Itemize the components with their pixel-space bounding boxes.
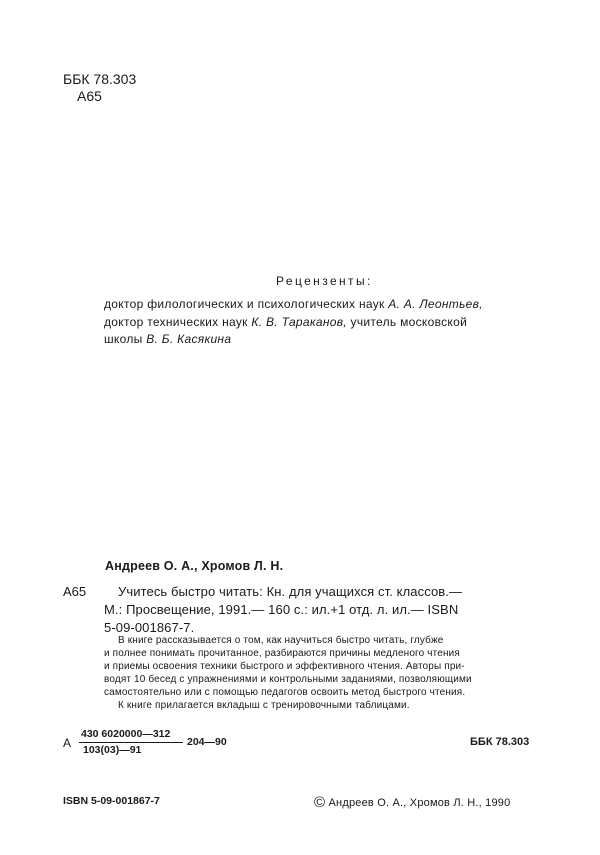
reviewer-line-1: доктор филологических и психологических наук А. А. Леонтьев, (104, 297, 483, 311)
annotation-line-4: водят 10 бесед с упражнениями и контрольными заданиями, позволяющими (104, 674, 472, 685)
annotation-line-6: К книге прилагается вкладыш с тренировочными таблицами. (118, 700, 410, 711)
copyright-text: Андреев О. А., Хромов Л. Н., 1990 (325, 797, 511, 809)
annotation-line-2: и полнее понимать прочитанное, разбираются причины медленого чтения (104, 648, 460, 659)
index-letter: А (63, 736, 72, 750)
bbk-classification-top (63, 71, 136, 105)
bibliographic-line-2: М.: Просвещение, 1991.— 160 с.: ил.+1 отд. л. ил.— ISBN (104, 602, 459, 617)
copyright-line (314, 794, 510, 811)
fraction-line (79, 742, 183, 743)
bbk-code: ББК 78.303 (63, 71, 137, 87)
bbk-classification-bottom: ББК 78.303 (470, 736, 530, 748)
annotation-line-5: самостоятельно или с помощью педагогов освоить метод быстрого чтения. (104, 687, 466, 698)
author-mark: А65 (77, 88, 102, 104)
bibliographic-line-3: 5-09-001867-7. (104, 620, 195, 635)
annotation-line-3: и приемы освоения техники быстрого и эффективного чтения. Авторы при- (104, 661, 465, 672)
index-numerator: 430 6020000—312 (81, 728, 171, 740)
catalog-code: А65 (63, 584, 87, 599)
isbn: ISBN 5-09-001867-7 (63, 795, 160, 807)
reviewer-line-3: школы В. Б. Касякина (104, 332, 232, 346)
index-denominator: 103(03)—91 (83, 744, 142, 756)
copyright-icon: © (314, 794, 326, 811)
reviewer-line-2: доктор технических наук К. В. Тараканов, учитель московской (104, 315, 468, 329)
reviewer-name-1: А. А. Леонтьев, (388, 297, 483, 311)
reviewer-name-3: В. Б. Касякина (146, 332, 232, 346)
annotation-line-1: В книге рассказывается о том, как научиться быстро читать, глубже (118, 635, 444, 646)
reviewer-name-2: К. В. Тараканов, (251, 315, 347, 329)
authors-heading: Андреев О. А., Хромов Л. Н. (105, 559, 284, 573)
reviewers-heading: Рецензенты: (276, 274, 373, 288)
index-code: 204—90 (187, 736, 227, 748)
bibliographic-line-1: Учитесь быстро читать: Кн. для учащихся ст. классов.— (118, 584, 463, 599)
